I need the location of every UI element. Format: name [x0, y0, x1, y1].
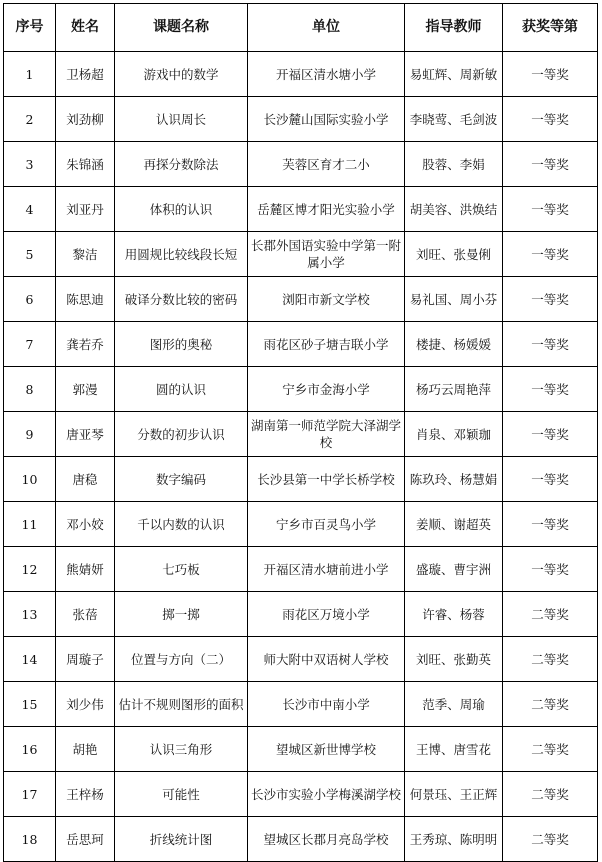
topic-title-cell: 认识周长	[115, 97, 248, 142]
table-row	[4, 772, 598, 817]
row-index-cell: 8	[4, 367, 56, 412]
award-level-cell: 二等奖	[503, 727, 598, 772]
table-row	[4, 817, 598, 862]
award-level-cell: 一等奖	[503, 412, 598, 457]
header-cell-school: 单位	[248, 4, 405, 52]
student-name-cell: 唐稳	[56, 457, 115, 502]
row-index-cell: 6	[4, 277, 56, 322]
table-row	[4, 592, 598, 637]
school-name-cell: 望城区新世博学校	[248, 727, 405, 772]
mentor-names-cell: 肖泉、邓颖珈	[405, 412, 503, 457]
row-index-cell: 7	[4, 322, 56, 367]
mentor-names-cell: 盛璇、曹宇洲	[405, 547, 503, 592]
table-body	[4, 52, 598, 862]
award-level-cell: 一等奖	[503, 142, 598, 187]
school-name-cell: 雨花区砂子塘吉联小学	[248, 322, 405, 367]
mentor-names-cell: 陈玖玲、杨慧娟	[405, 457, 503, 502]
topic-title-cell: 分数的初步认识	[115, 412, 248, 457]
mentor-names-cell: 王秀琼、陈明明	[405, 817, 503, 862]
table-row	[4, 232, 598, 277]
row-index-cell: 12	[4, 547, 56, 592]
row-index-cell: 10	[4, 457, 56, 502]
school-name-cell: 宁乡市金海小学	[248, 367, 405, 412]
row-index-cell: 4	[4, 187, 56, 232]
table-row	[4, 457, 598, 502]
school-name-cell: 芙蓉区育才二小	[248, 142, 405, 187]
award-level-cell: 二等奖	[503, 772, 598, 817]
header-cell-topic: 课题名称	[115, 4, 248, 52]
student-name-cell: 刘少伟	[56, 682, 115, 727]
header-cell-award: 获奖等第	[503, 4, 598, 52]
header-cell-index: 序号	[4, 4, 56, 52]
topic-title-cell: 用圆规比较线段长短	[115, 232, 248, 277]
table-row	[4, 637, 598, 682]
table-row	[4, 502, 598, 547]
topic-title-cell: 破译分数比较的密码	[115, 277, 248, 322]
mentor-names-cell: 易虹辉、周新敏	[405, 52, 503, 97]
school-name-cell: 岳麓区博才阳光实验小学	[248, 187, 405, 232]
mentor-names-cell: 王博、唐雪花	[405, 727, 503, 772]
student-name-cell: 唐亚琴	[56, 412, 115, 457]
mentor-names-cell: 姜顺、谢超英	[405, 502, 503, 547]
row-index-cell: 13	[4, 592, 56, 637]
row-index-cell: 17	[4, 772, 56, 817]
row-index-cell: 5	[4, 232, 56, 277]
mentor-names-cell: 何景珏、王正辉	[405, 772, 503, 817]
student-name-cell: 岳思珂	[56, 817, 115, 862]
award-level-cell: 一等奖	[503, 232, 598, 277]
table-row	[4, 547, 598, 592]
mentor-names-cell: 刘旺、张曼俐	[405, 232, 503, 277]
school-name-cell: 长沙市实验小学梅溪湖学校	[248, 772, 405, 817]
award-level-cell: 一等奖	[503, 52, 598, 97]
school-name-cell: 长郡外国语实验中学第一附属小学	[248, 232, 405, 277]
student-name-cell: 卫杨超	[56, 52, 115, 97]
table-row	[4, 412, 598, 457]
student-name-cell: 刘劲柳	[56, 97, 115, 142]
table-row	[4, 187, 598, 232]
student-name-cell: 熊婧妍	[56, 547, 115, 592]
award-level-cell: 二等奖	[503, 592, 598, 637]
mentor-names-cell: 李晓莺、毛剑波	[405, 97, 503, 142]
topic-title-cell: 位置与方向（二）	[115, 637, 248, 682]
row-index-cell: 16	[4, 727, 56, 772]
topic-title-cell: 体积的认识	[115, 187, 248, 232]
student-name-cell: 胡艳	[56, 727, 115, 772]
topic-title-cell: 数字编码	[115, 457, 248, 502]
award-level-cell: 一等奖	[503, 322, 598, 367]
topic-title-cell: 图形的奥秘	[115, 322, 248, 367]
award-level-cell: 一等奖	[503, 502, 598, 547]
student-name-cell: 王梓杨	[56, 772, 115, 817]
award-level-cell: 一等奖	[503, 187, 598, 232]
school-name-cell: 开福区清水塘前进小学	[248, 547, 405, 592]
header-cell-mentor: 指导教师	[405, 4, 503, 52]
mentor-names-cell: 胡美容、洪焕结	[405, 187, 503, 232]
table-row	[4, 322, 598, 367]
award-level-cell: 一等奖	[503, 97, 598, 142]
school-name-cell: 开福区清水塘小学	[248, 52, 405, 97]
table-row	[4, 727, 598, 772]
award-level-cell: 一等奖	[503, 277, 598, 322]
topic-title-cell: 千以内数的认识	[115, 502, 248, 547]
topic-title-cell: 再探分数除法	[115, 142, 248, 187]
student-name-cell: 刘亚丹	[56, 187, 115, 232]
school-name-cell: 长沙县第一中学长桥学校	[248, 457, 405, 502]
table-row	[4, 682, 598, 727]
school-name-cell: 浏阳市新文学校	[248, 277, 405, 322]
topic-title-cell: 七巧板	[115, 547, 248, 592]
award-level-cell: 二等奖	[503, 682, 598, 727]
school-name-cell: 长沙市中南小学	[248, 682, 405, 727]
mentor-names-cell: 杨巧云周艳萍	[405, 367, 503, 412]
row-index-cell: 14	[4, 637, 56, 682]
school-name-cell: 望城区长郡月亮岛学校	[248, 817, 405, 862]
row-index-cell: 9	[4, 412, 56, 457]
student-name-cell: 朱锦涵	[56, 142, 115, 187]
table-row	[4, 52, 598, 97]
student-name-cell: 龚若乔	[56, 322, 115, 367]
topic-title-cell: 掷一掷	[115, 592, 248, 637]
mentor-names-cell: 刘旺、张勤英	[405, 637, 503, 682]
award-level-cell: 一等奖	[503, 547, 598, 592]
row-index-cell: 18	[4, 817, 56, 862]
award-level-cell: 一等奖	[503, 457, 598, 502]
student-name-cell: 黎洁	[56, 232, 115, 277]
topic-title-cell: 可能性	[115, 772, 248, 817]
row-index-cell: 1	[4, 52, 56, 97]
school-name-cell: 宁乡市百灵鸟小学	[248, 502, 405, 547]
student-name-cell: 郭漫	[56, 367, 115, 412]
school-name-cell: 雨花区万境小学	[248, 592, 405, 637]
table-row	[4, 142, 598, 187]
student-name-cell: 邓小姣	[56, 502, 115, 547]
award-table	[3, 3, 598, 862]
school-name-cell: 师大附中双语树人学校	[248, 637, 405, 682]
header-row	[4, 4, 598, 52]
student-name-cell: 周璇子	[56, 637, 115, 682]
row-index-cell: 15	[4, 682, 56, 727]
row-index-cell: 3	[4, 142, 56, 187]
award-level-cell: 二等奖	[503, 637, 598, 682]
student-name-cell: 陈思迪	[56, 277, 115, 322]
award-list	[3, 3, 598, 862]
mentor-names-cell: 股蓉、李娟	[405, 142, 503, 187]
row-index-cell: 11	[4, 502, 56, 547]
student-name-cell: 张蓓	[56, 592, 115, 637]
school-name-cell: 湖南第一师范学院大泽湖学校	[248, 412, 405, 457]
topic-title-cell: 估计不规则图形的面积	[115, 682, 248, 727]
table-row	[4, 97, 598, 142]
topic-title-cell: 游戏中的数学	[115, 52, 248, 97]
topic-title-cell: 认识三角形	[115, 727, 248, 772]
award-level-cell: 二等奖	[503, 817, 598, 862]
table-row	[4, 277, 598, 322]
award-level-cell: 一等奖	[503, 367, 598, 412]
header-cell-name: 姓名	[56, 4, 115, 52]
mentor-names-cell: 楼捷、杨媛媛	[405, 322, 503, 367]
mentor-names-cell: 范季、周瑜	[405, 682, 503, 727]
row-index-cell: 2	[4, 97, 56, 142]
mentor-names-cell: 许睿、杨蓉	[405, 592, 503, 637]
mentor-names-cell: 易礼国、周小芬	[405, 277, 503, 322]
school-name-cell: 长沙麓山国际实验小学	[248, 97, 405, 142]
topic-title-cell: 折线统计图	[115, 817, 248, 862]
topic-title-cell: 圆的认识	[115, 367, 248, 412]
table-row	[4, 367, 598, 412]
